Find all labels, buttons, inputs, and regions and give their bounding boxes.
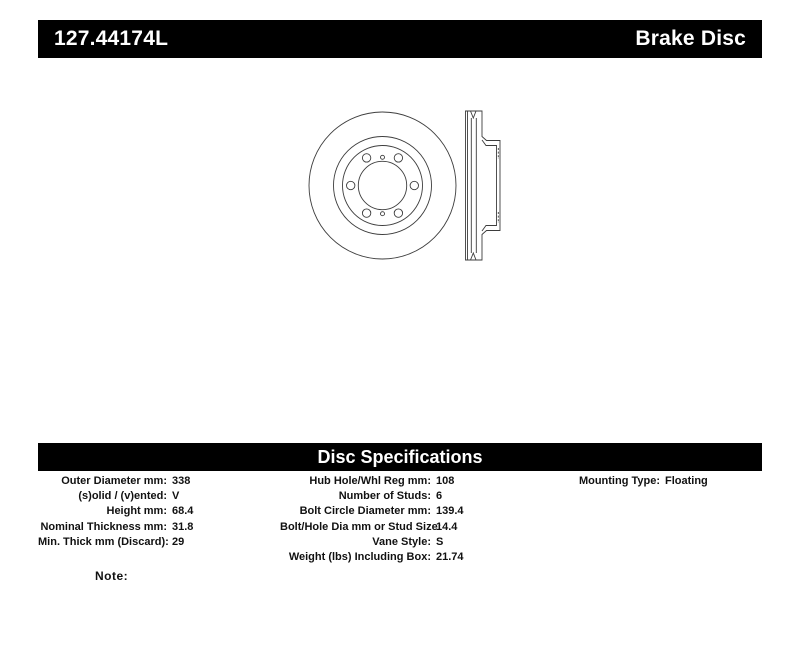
spec-label: Bolt Circle Diameter mm: xyxy=(299,505,431,518)
spec-row xyxy=(38,535,270,550)
stud-hole xyxy=(394,154,402,162)
brake-disc-front-view xyxy=(309,112,456,259)
stud-hole xyxy=(410,181,418,189)
spec-value: 29 xyxy=(172,535,185,548)
stud-hole xyxy=(362,154,370,162)
spec-column-mounting xyxy=(530,474,762,489)
spec-label: Outer Diameter mm: xyxy=(61,475,167,487)
spec-value: V xyxy=(172,490,180,503)
spec-section-title: Disc Specifications xyxy=(317,446,483,467)
spec-row xyxy=(38,489,270,504)
spec-row xyxy=(280,520,520,535)
part-number: 127.44174L xyxy=(54,27,169,50)
brake-disc-side-view xyxy=(466,111,501,260)
spec-value: 31.8 xyxy=(172,520,194,533)
alignment-hole xyxy=(381,155,385,159)
spec-row xyxy=(280,550,520,565)
spec-value: 6 xyxy=(436,490,443,503)
spec-row xyxy=(38,474,270,489)
spec-value: 139.4 xyxy=(436,505,464,518)
technical-drawing xyxy=(300,103,510,267)
spec-column-dimensions xyxy=(38,474,270,550)
spec-value: 338 xyxy=(172,475,191,487)
spec-label: Height mm: xyxy=(106,505,167,518)
header-bar xyxy=(38,20,762,58)
spec-label: Bolt/Hole Dia mm or Stud Size: xyxy=(280,520,442,533)
stud-hole xyxy=(362,209,370,217)
spec-label: (s)olid / (v)ented: xyxy=(78,490,167,503)
spec-section-title-bar xyxy=(38,443,762,471)
spec-label: Nominal Thickness mm: xyxy=(40,520,167,533)
spec-row xyxy=(38,520,270,535)
note-label: Note: xyxy=(95,569,129,583)
spec-row xyxy=(530,474,762,489)
spec-row xyxy=(280,489,520,504)
spec-row xyxy=(280,504,520,519)
spec-label: Hub Hole/Whl Reg mm: xyxy=(309,475,431,487)
spec-label: Min. Thick mm (Discard): xyxy=(38,535,169,548)
spec-row xyxy=(280,535,520,550)
spec-value: Floating xyxy=(665,475,708,487)
spec-value: S xyxy=(436,535,444,548)
spec-label: Vane Style: xyxy=(372,535,431,548)
stud-hole xyxy=(394,209,402,217)
spec-column-hub-studs xyxy=(280,474,520,565)
spec-value: 68.4 xyxy=(172,505,194,518)
spec-label: Number of Studs: xyxy=(338,490,431,503)
product-type-title: Brake Disc xyxy=(635,27,746,50)
stud-hole xyxy=(347,181,355,189)
spec-row xyxy=(38,504,270,519)
spec-value: 108 xyxy=(436,475,455,487)
alignment-hole xyxy=(381,212,385,216)
spec-row xyxy=(280,474,520,489)
spec-value: 21.74 xyxy=(436,551,464,564)
spec-value: 14.4 xyxy=(436,520,458,533)
spec-label: Mounting Type: xyxy=(578,475,660,487)
spec-label: Weight (lbs) Including Box: xyxy=(288,551,431,564)
